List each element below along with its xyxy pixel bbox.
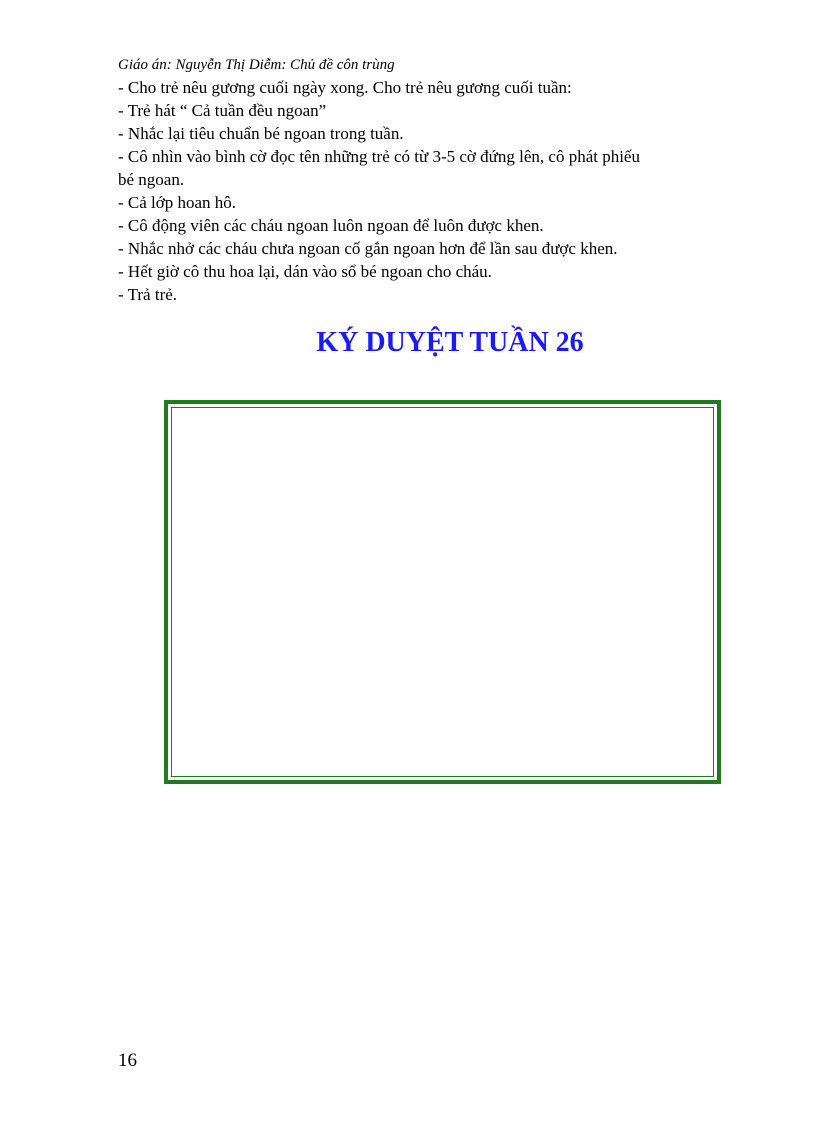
text-line: - Trẻ hát “ Cả tuần đều ngoan” (118, 101, 327, 120)
signature-box-inner-border (171, 407, 714, 777)
text-line: - Cô động viên các cháu ngoan luôn ngoan để luôn được khen. (118, 216, 544, 235)
text-line: - Trả trẻ. (118, 285, 178, 304)
text-line: - Cả lớp hoan hô. (118, 193, 237, 212)
page-header: Giáo án: Nguyễn Thị Diễm: Chủ đề côn trùng (118, 57, 395, 73)
text-line: - Nhắc lại tiêu chuẩn bé ngoan trong tuần. (118, 124, 404, 143)
section-title: KÝ DUYỆT TUẦN 26 (316, 327, 584, 358)
lesson-text (118, 76, 718, 306)
text-line: - Nhắc nhở các cháu chưa ngoan cố gắn ngoan hơn để lần sau được khen. (118, 239, 618, 258)
text-line: - Cô nhìn vào bình cờ đọc tên những trẻ có từ 3-5 cờ đứng lên, cô phát phiếu (118, 147, 640, 166)
approval-signature-box (164, 400, 721, 784)
text-line: - Cho trẻ nêu gương cuối ngày xong. Cho trẻ nêu gương cuối tuần: (118, 78, 572, 97)
page-number: 16 (118, 1050, 137, 1071)
text-line: bé ngoan. (118, 170, 185, 189)
text-line: - Hết giờ cô thu hoa lại, dán vào sổ bé ngoan cho cháu. (118, 262, 492, 281)
